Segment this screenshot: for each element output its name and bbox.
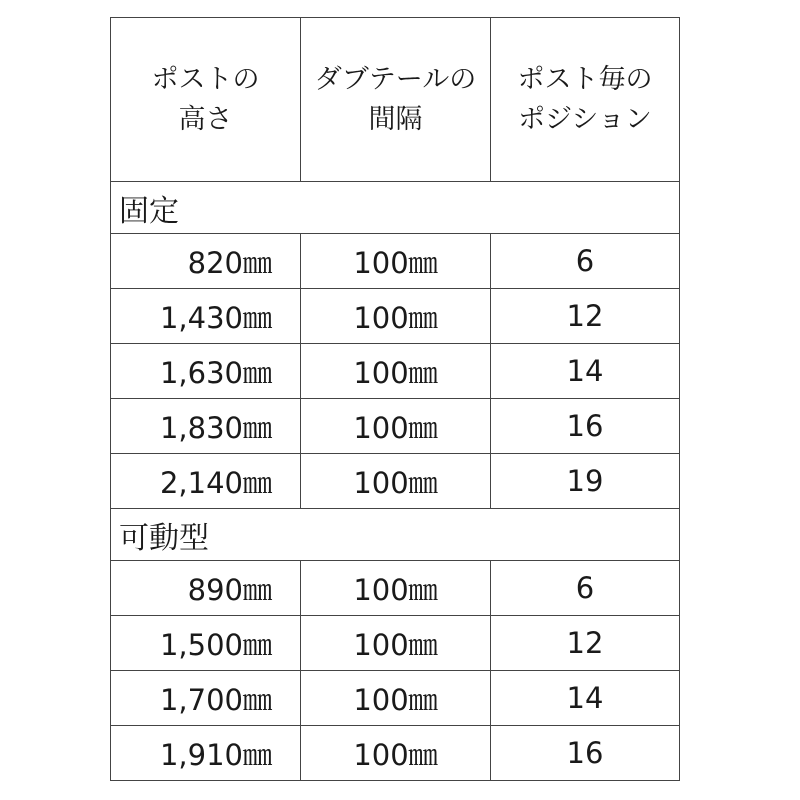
- table-row: [111, 344, 680, 399]
- header-positions-per-post-line1: ポスト毎の: [517, 63, 653, 95]
- header-row: [111, 18, 680, 182]
- header-dovetail-spacing: [301, 18, 491, 182]
- cell-positions: 14: [491, 344, 680, 399]
- header-positions-per-post: [491, 18, 680, 182]
- cell-spacing: 100㎜: [301, 399, 491, 454]
- table-body: [111, 182, 680, 781]
- table-row: [111, 726, 680, 781]
- header-dovetail-spacing-line2: 間隔: [368, 103, 423, 135]
- cell-height: 1,910㎜: [111, 726, 301, 781]
- cell-positions: 12: [491, 289, 680, 344]
- cell-positions: 19: [491, 454, 680, 509]
- section-label-fixed: 固定: [111, 182, 680, 234]
- table-row: [111, 454, 680, 509]
- cell-height: 1,700㎜: [111, 671, 301, 726]
- section-row-movable: [111, 509, 680, 561]
- header-post-height-line1: ポストの: [151, 63, 260, 95]
- cell-spacing: 100㎜: [301, 726, 491, 781]
- cell-spacing: 100㎜: [301, 561, 491, 616]
- header-dovetail-spacing-line1: ダブテールの: [314, 63, 477, 95]
- cell-spacing: 100㎜: [301, 616, 491, 671]
- header-post-height: [111, 18, 301, 182]
- table-row: [111, 289, 680, 344]
- cell-positions: 12: [491, 616, 680, 671]
- section-label-movable: 可動型: [111, 509, 680, 561]
- cell-height: 1,630㎜: [111, 344, 301, 399]
- table-row: [111, 561, 680, 616]
- cell-height: 2,140㎜: [111, 454, 301, 509]
- cell-spacing: 100㎜: [301, 454, 491, 509]
- cell-height: 1,830㎜: [111, 399, 301, 454]
- cell-height: 1,500㎜: [111, 616, 301, 671]
- cell-height: 820㎜: [111, 234, 301, 289]
- cell-positions: 6: [491, 561, 680, 616]
- cell-positions: 16: [491, 726, 680, 781]
- cell-spacing: 100㎜: [301, 289, 491, 344]
- header-post-height-line2: 高さ: [178, 103, 233, 135]
- spec-table: [110, 17, 680, 781]
- cell-spacing: 100㎜: [301, 671, 491, 726]
- cell-spacing: 100㎜: [301, 344, 491, 399]
- table-row: [111, 234, 680, 289]
- table-row: [111, 616, 680, 671]
- section-row-fixed: [111, 182, 680, 234]
- cell-height: 1,430㎜: [111, 289, 301, 344]
- cell-height: 890㎜: [111, 561, 301, 616]
- cell-positions: 16: [491, 399, 680, 454]
- table-row: [111, 671, 680, 726]
- header-positions-per-post-line2: ポジション: [518, 103, 652, 135]
- cell-positions: 14: [491, 671, 680, 726]
- cell-positions: 6: [491, 234, 680, 289]
- table-row: [111, 399, 680, 454]
- cell-spacing: 100㎜: [301, 234, 491, 289]
